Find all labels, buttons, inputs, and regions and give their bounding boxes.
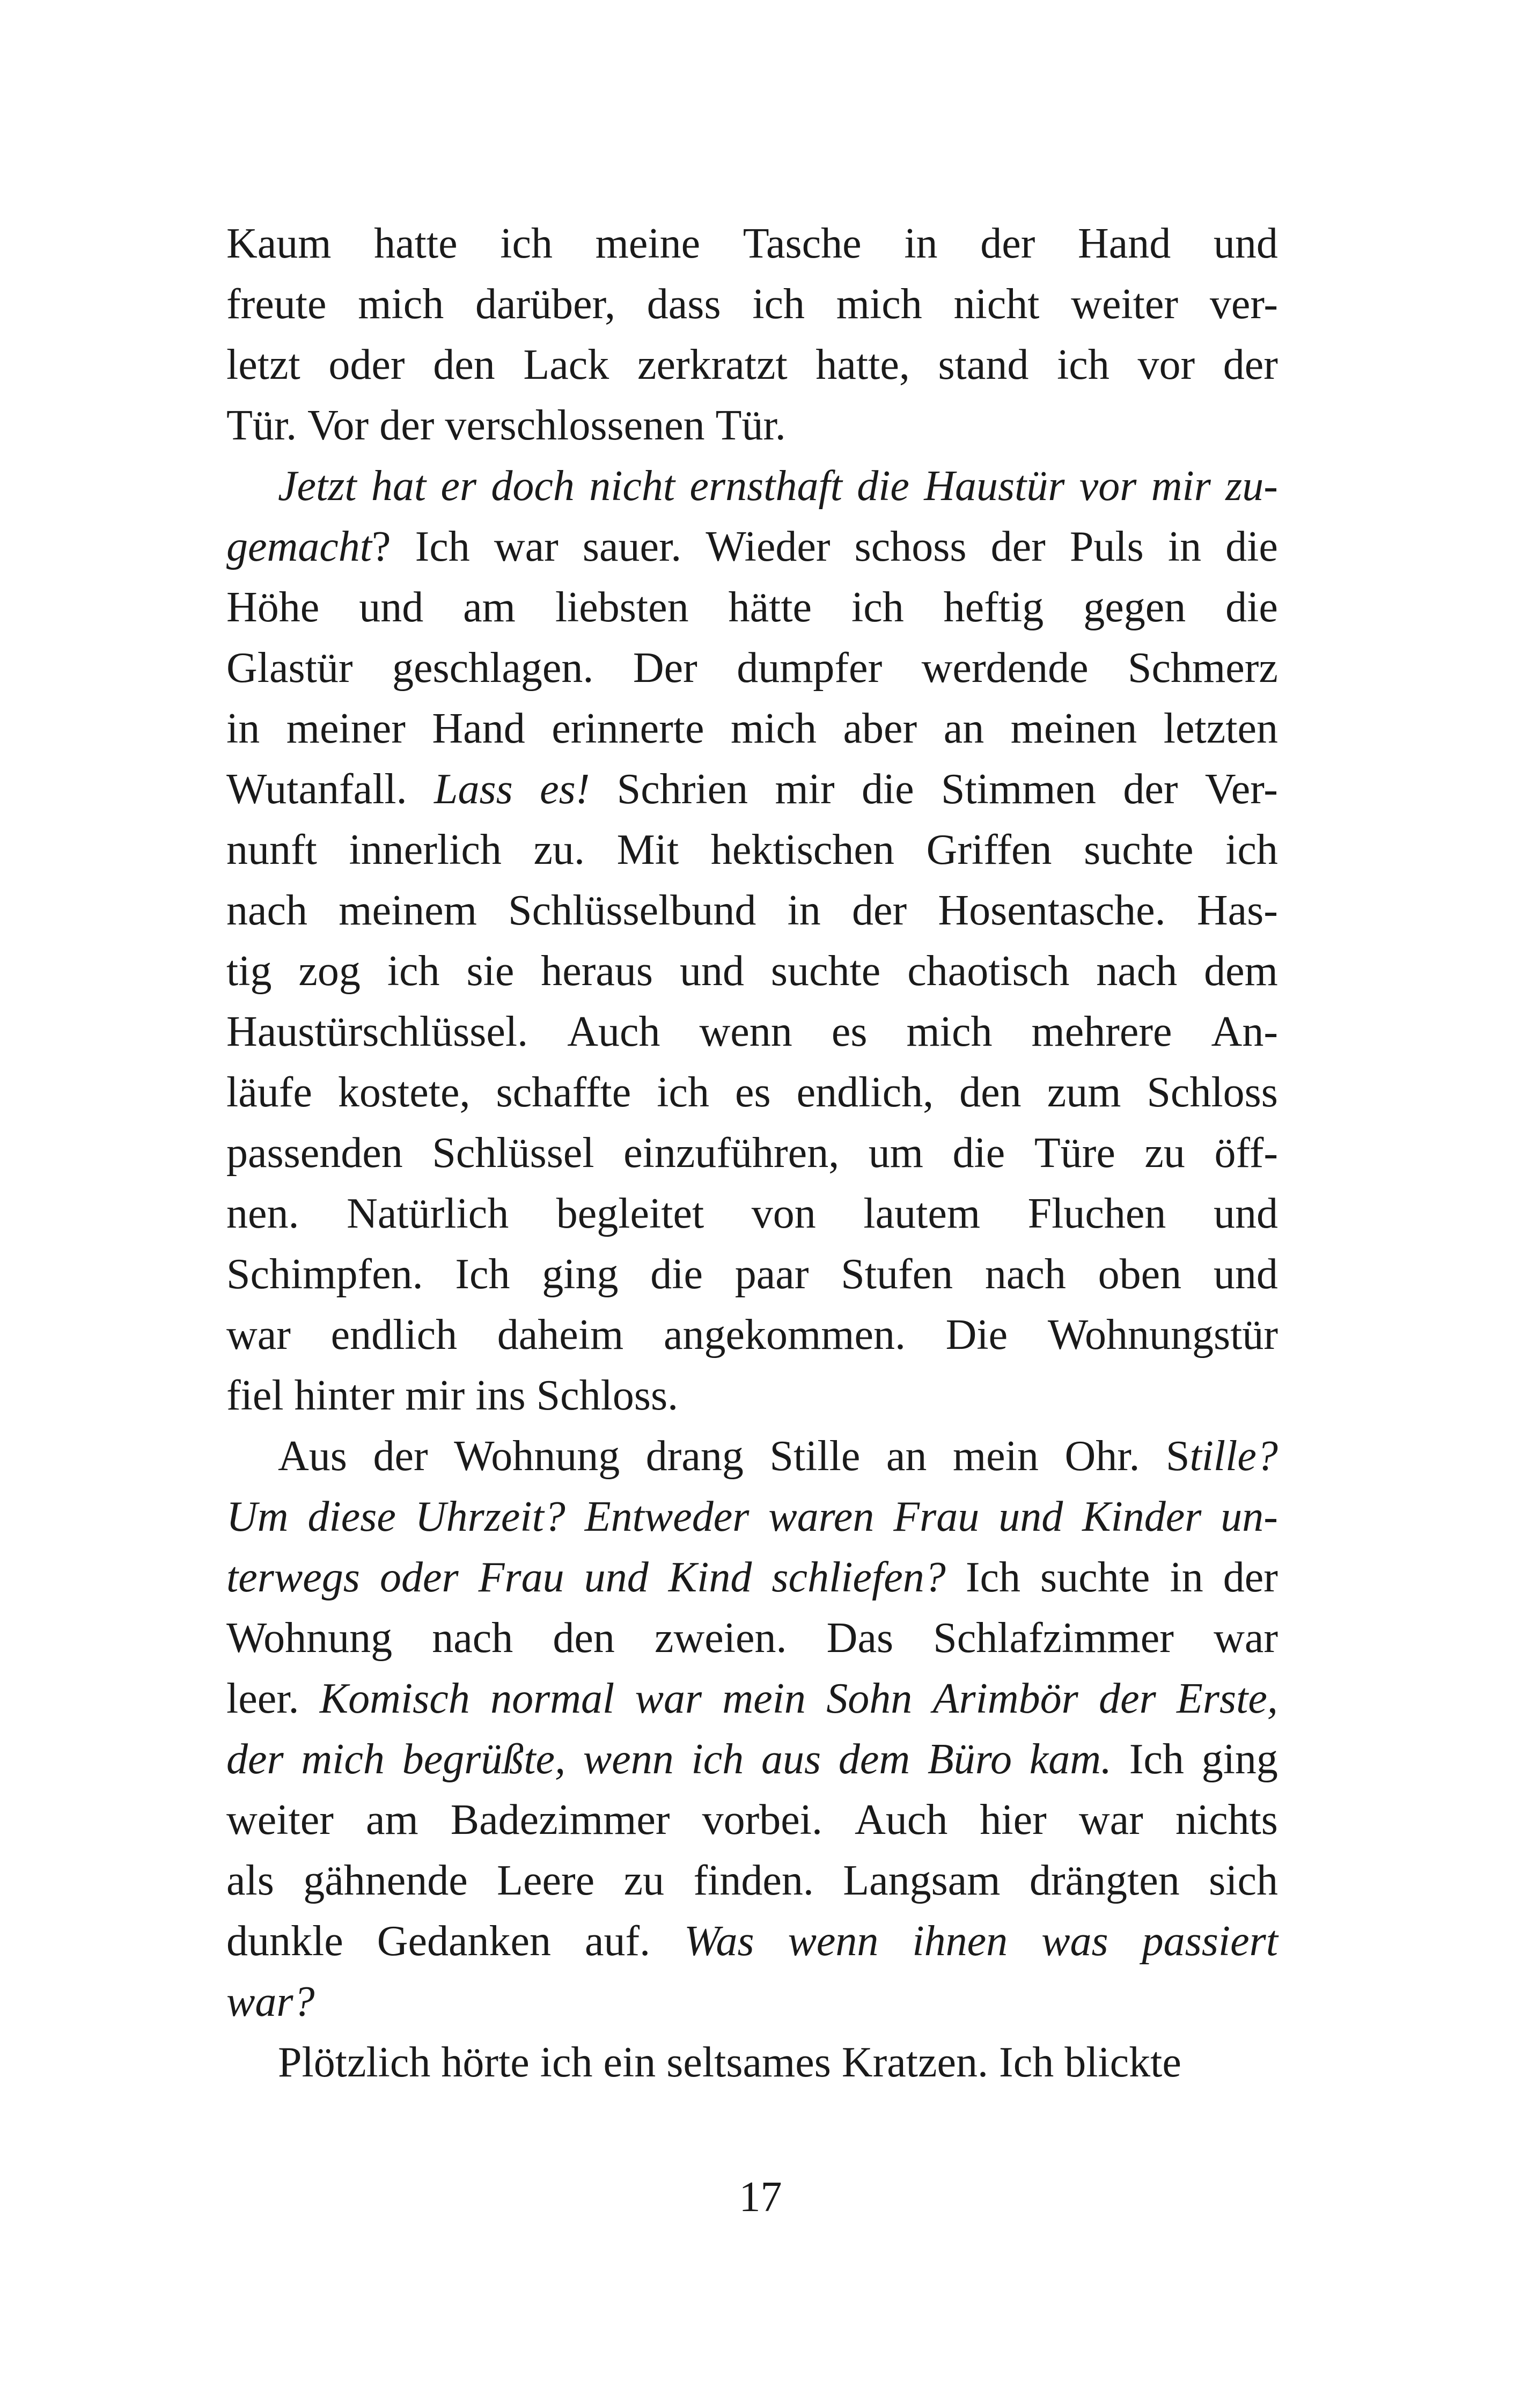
word: Schmerz xyxy=(1128,644,1278,692)
word: dunkle xyxy=(226,1918,343,1965)
word: normal xyxy=(490,1675,615,1722)
word: hörte xyxy=(441,2039,530,2086)
word: Has- xyxy=(1196,887,1278,934)
word: den xyxy=(959,1069,1022,1116)
word: war xyxy=(226,1311,291,1359)
word: nicht xyxy=(953,281,1040,328)
word: kostete, xyxy=(337,1069,471,1116)
word: Plötzlich xyxy=(278,2039,431,2086)
word: und xyxy=(1213,220,1278,267)
word: Stille xyxy=(769,1433,861,1480)
word: Ich xyxy=(965,1554,1020,1601)
word: ver- xyxy=(1209,281,1278,328)
word: oben xyxy=(1098,1251,1182,1298)
text-line xyxy=(226,1911,1278,1972)
word: fiel xyxy=(226,1372,284,1419)
word: meine xyxy=(595,220,701,267)
word: Die xyxy=(945,1311,1008,1359)
word: Lack xyxy=(523,341,609,388)
word: ich xyxy=(387,948,440,995)
word: Arimbör xyxy=(932,1675,1078,1722)
word: heraus xyxy=(541,948,653,995)
word: Vor xyxy=(307,402,369,449)
word: einzuführen, xyxy=(623,1129,840,1177)
word: Kaum xyxy=(226,220,332,267)
word: mein xyxy=(722,1675,806,1722)
word: wenn xyxy=(583,1736,674,1783)
word: nach xyxy=(432,1614,513,1662)
text-line xyxy=(226,214,1278,274)
word: zu xyxy=(623,1857,665,1904)
word: ich xyxy=(540,2039,593,2086)
word: die xyxy=(857,462,909,510)
text-line xyxy=(226,1002,1278,1062)
word: der xyxy=(1223,1554,1278,1601)
word: nach xyxy=(1096,948,1178,995)
text-line xyxy=(226,759,1278,820)
word: seltsames xyxy=(666,2039,831,2086)
word: zerkratzt xyxy=(637,341,788,388)
word: auf. xyxy=(585,1918,651,1965)
word: drängten xyxy=(1029,1857,1180,1904)
word: Griffen xyxy=(926,826,1052,873)
word: nach xyxy=(226,887,308,934)
word: mich xyxy=(358,281,444,328)
word: sauer. xyxy=(582,523,682,570)
word: Kratzen. xyxy=(841,2039,989,2086)
word: war xyxy=(494,523,559,570)
text-line xyxy=(226,699,1278,759)
word: es! xyxy=(540,766,590,813)
word: ernsthaft xyxy=(689,462,842,510)
word: Puls xyxy=(1069,523,1144,570)
word: Kind xyxy=(668,1554,752,1601)
text-line xyxy=(226,1547,1278,1608)
word: Wutanfall. xyxy=(226,766,407,813)
word: Wohnungstür xyxy=(1047,1311,1278,1359)
word: nunft xyxy=(226,826,317,873)
word: sie xyxy=(466,948,515,995)
word: werdende xyxy=(921,644,1089,692)
word: Stufen xyxy=(841,1251,953,1298)
text-line xyxy=(226,1365,1278,1426)
word: paar xyxy=(734,1251,809,1298)
word: meinen xyxy=(1010,705,1137,752)
word: Schloss. xyxy=(536,1372,679,1419)
word: mich xyxy=(301,1736,385,1783)
word: suchte xyxy=(1040,1554,1150,1601)
word: aber xyxy=(843,705,917,752)
word: Langsam xyxy=(843,1857,1001,1904)
word: dem xyxy=(1204,948,1278,995)
word: Türe xyxy=(1034,1129,1115,1177)
word: der xyxy=(990,523,1046,570)
text-line xyxy=(226,2032,1278,2093)
text-line xyxy=(226,335,1278,395)
word: Der xyxy=(633,644,697,692)
word: was xyxy=(1041,1918,1108,1965)
word: oder xyxy=(379,1554,459,1601)
word: verschlossenen xyxy=(445,402,705,449)
word: und xyxy=(1213,1190,1278,1237)
word: er xyxy=(440,462,477,510)
word: Wohnung xyxy=(226,1614,393,1662)
word: Hosentasche. xyxy=(938,887,1166,934)
word: Schrien xyxy=(616,766,748,813)
word: hatte, xyxy=(815,341,910,388)
word: den xyxy=(553,1614,615,1662)
text-line xyxy=(226,1790,1278,1851)
word: mir xyxy=(775,766,835,813)
word: Jetzt xyxy=(278,462,357,510)
word: dem xyxy=(838,1736,910,1783)
word: Höhe xyxy=(226,584,320,631)
word: hat xyxy=(371,462,427,510)
word: hinter xyxy=(294,1372,395,1419)
word: und xyxy=(584,1554,649,1601)
word: dass xyxy=(646,281,721,328)
word: zum xyxy=(1047,1069,1121,1116)
word: Ver- xyxy=(1204,766,1278,813)
word: ich xyxy=(1225,826,1278,873)
word: doch xyxy=(491,462,575,510)
text-line xyxy=(226,1426,1278,1487)
word: die xyxy=(952,1129,1005,1177)
word: am xyxy=(463,584,516,631)
word: Hand xyxy=(432,705,525,752)
word: gemacht? xyxy=(226,523,391,570)
word: Aus xyxy=(278,1433,347,1480)
word: in xyxy=(787,887,821,934)
word: die xyxy=(1225,584,1278,631)
word: zu. xyxy=(533,826,585,873)
word: ein xyxy=(603,2039,656,2086)
text-line xyxy=(226,395,1278,456)
text-line xyxy=(226,941,1278,1002)
word: mich xyxy=(836,281,922,328)
word: der xyxy=(1099,1675,1156,1722)
word: der xyxy=(852,887,907,934)
word: an xyxy=(943,705,984,752)
word: Schimpfen. xyxy=(226,1251,423,1298)
word: um xyxy=(868,1129,923,1177)
word: An- xyxy=(1211,1008,1278,1055)
word: war? xyxy=(226,1978,315,2025)
word: nichts xyxy=(1175,1796,1278,1844)
text-line xyxy=(226,1123,1278,1184)
word: zu- xyxy=(1225,462,1278,510)
word: Badezimmer xyxy=(450,1796,670,1844)
word: in xyxy=(1170,1554,1203,1601)
word: kam. xyxy=(1029,1736,1112,1783)
word: hektischen xyxy=(710,826,894,873)
word: vor xyxy=(1137,341,1195,388)
word: Büro xyxy=(927,1736,1012,1783)
word: als xyxy=(226,1857,274,1904)
text-line xyxy=(226,1729,1278,1790)
page-number: 17 xyxy=(739,2174,782,2221)
word: Ohr. xyxy=(1064,1433,1140,1480)
word: geschlagen. xyxy=(392,644,594,692)
word: Mit xyxy=(616,826,679,873)
word: an xyxy=(886,1433,927,1480)
word: öff- xyxy=(1214,1129,1278,1177)
word: der xyxy=(1223,341,1278,388)
word: wenn xyxy=(699,1008,792,1055)
word: waren xyxy=(768,1493,875,1540)
word: letzten xyxy=(1163,705,1278,752)
word: gegen xyxy=(1083,584,1186,631)
text-line xyxy=(226,517,1278,577)
word: endlich xyxy=(330,1311,458,1359)
word: endlich, xyxy=(796,1069,934,1116)
word: den xyxy=(433,341,495,388)
word: Auch xyxy=(567,1008,660,1055)
word: hatte xyxy=(374,220,458,267)
text-line xyxy=(226,820,1278,880)
word: Ich xyxy=(1129,1736,1184,1783)
word: letzt xyxy=(226,341,300,388)
word: Kinder xyxy=(1082,1493,1202,1540)
word: schliefen? xyxy=(771,1554,946,1601)
word: weiter xyxy=(226,1796,334,1844)
text-line xyxy=(226,1062,1278,1123)
word: daheim xyxy=(497,1311,624,1359)
word: erinnerte xyxy=(552,705,704,752)
body-text xyxy=(226,214,1278,2093)
word: wenn xyxy=(788,1918,879,1965)
word: ich xyxy=(851,584,904,631)
word: blickte xyxy=(1064,2039,1181,2086)
word: lautem xyxy=(863,1190,981,1237)
word: terwegs xyxy=(226,1554,360,1601)
word: in xyxy=(904,220,938,267)
text-line xyxy=(226,577,1278,638)
word: Hand xyxy=(1078,220,1171,267)
word: und xyxy=(359,584,424,631)
word: meinem xyxy=(339,887,477,934)
word: und xyxy=(1213,1251,1278,1298)
word: Natürlich xyxy=(347,1190,509,1237)
word: ich xyxy=(657,1069,709,1116)
word: Komisch xyxy=(319,1675,470,1722)
text-line xyxy=(226,880,1278,941)
word: Wieder xyxy=(706,523,831,570)
word: in xyxy=(226,705,260,752)
word: Haustürschlüssel. xyxy=(226,1008,528,1055)
word: oder xyxy=(328,341,405,388)
word: Wohnung xyxy=(454,1433,620,1480)
word: suchte xyxy=(770,948,881,995)
word: Haustür xyxy=(924,462,1065,510)
word: heftig xyxy=(943,584,1044,631)
word: am xyxy=(365,1796,418,1844)
word: Glastür xyxy=(226,644,353,692)
word: weiter xyxy=(1071,281,1179,328)
word: stand xyxy=(938,341,1029,388)
word: nen. xyxy=(226,1190,299,1237)
word: chaotisch xyxy=(907,948,1070,995)
word: mir xyxy=(405,1372,465,1419)
word: mich xyxy=(731,705,817,752)
word: Uhrzeit? xyxy=(415,1493,565,1540)
word: Ich xyxy=(455,1251,510,1298)
text-line xyxy=(226,1184,1278,1244)
word: drang xyxy=(645,1433,744,1480)
word: Ich xyxy=(999,2039,1054,2086)
word: innerlich xyxy=(349,826,502,873)
word: die xyxy=(650,1251,703,1298)
word: es xyxy=(831,1008,868,1055)
word: Schlafzimmer xyxy=(933,1614,1174,1662)
text-line xyxy=(226,1851,1278,1911)
text-line xyxy=(226,274,1278,335)
word: zog xyxy=(298,948,361,995)
text-line xyxy=(226,456,1278,517)
word: in xyxy=(1167,523,1202,570)
word: dumpfer xyxy=(737,644,883,692)
text-line xyxy=(226,1305,1278,1365)
word: suchte xyxy=(1084,826,1194,873)
word: Um xyxy=(226,1493,289,1540)
word: nicht xyxy=(589,462,675,510)
word: der xyxy=(373,1433,428,1480)
word: Schlüssel xyxy=(432,1129,594,1177)
word: Tür. xyxy=(226,402,297,449)
word: läufe xyxy=(226,1069,312,1116)
word: finden. xyxy=(693,1857,814,1904)
word: ihnen xyxy=(912,1918,1008,1965)
word: mich xyxy=(906,1008,993,1055)
word: der xyxy=(1123,766,1178,813)
word: sich xyxy=(1209,1857,1278,1904)
word: tig xyxy=(226,948,272,995)
word: war xyxy=(635,1675,702,1722)
word: zu xyxy=(1144,1129,1185,1177)
word: Fluchen xyxy=(1027,1190,1166,1237)
word: ich xyxy=(691,1736,744,1783)
word: der xyxy=(379,402,435,449)
word: Stimmen xyxy=(941,766,1096,813)
word: war xyxy=(1078,1796,1143,1844)
word: un- xyxy=(1221,1493,1278,1540)
word: schoss xyxy=(854,523,967,570)
word: und xyxy=(679,948,744,995)
word: mir xyxy=(1151,462,1211,510)
word: aus xyxy=(761,1736,821,1783)
word: Erste, xyxy=(1177,1675,1278,1722)
text-line xyxy=(226,1487,1278,1547)
word: und xyxy=(998,1493,1063,1540)
word: Was xyxy=(684,1918,754,1965)
word: meiner xyxy=(286,705,406,752)
word: von xyxy=(751,1190,816,1237)
word: ich xyxy=(500,220,553,267)
word: Das xyxy=(826,1614,894,1662)
word: begrüßte, xyxy=(402,1736,566,1783)
word: passenden xyxy=(226,1129,403,1177)
word: zweien. xyxy=(655,1614,787,1662)
word: schaffte xyxy=(496,1069,631,1116)
word: der xyxy=(226,1736,284,1783)
word: Leere xyxy=(497,1857,595,1904)
word: Auch xyxy=(855,1796,948,1844)
word: mein xyxy=(952,1433,1039,1480)
text-line xyxy=(226,1669,1278,1729)
word: ging xyxy=(542,1251,619,1298)
word: Sohn xyxy=(826,1675,913,1722)
word: ins xyxy=(475,1372,526,1419)
text-line xyxy=(226,1244,1278,1305)
text-line xyxy=(226,638,1278,699)
word: ich xyxy=(752,281,805,328)
word: nach xyxy=(984,1251,1066,1298)
word: liebsten xyxy=(555,584,689,631)
word: vorbei. xyxy=(702,1796,822,1844)
word: die xyxy=(861,766,914,813)
word: war xyxy=(1214,1614,1278,1662)
word: diese xyxy=(307,1493,396,1540)
word: der xyxy=(980,220,1035,267)
word: leer. xyxy=(226,1675,299,1722)
word: Tasche xyxy=(743,220,862,267)
word: Schloss xyxy=(1147,1069,1278,1116)
word: mehrere xyxy=(1031,1008,1172,1055)
word: freute xyxy=(226,281,327,328)
word: Tür. xyxy=(715,402,786,449)
word: es xyxy=(735,1069,771,1116)
word: Entweder xyxy=(584,1493,750,1540)
word: Stille? xyxy=(1165,1433,1278,1480)
word: passiert xyxy=(1142,1918,1278,1965)
word: Schlüsselbund xyxy=(508,887,756,934)
word: Gedanken xyxy=(377,1918,552,1965)
word: angekommen. xyxy=(663,1311,906,1359)
word: vor xyxy=(1079,462,1137,510)
word: hätte xyxy=(728,584,812,631)
word: ich xyxy=(1057,341,1109,388)
word: Frau xyxy=(478,1554,564,1601)
text-line xyxy=(226,1972,1278,2032)
word: darüber, xyxy=(475,281,616,328)
word: begleitet xyxy=(556,1190,704,1237)
word: hier xyxy=(980,1796,1047,1844)
word: Frau xyxy=(893,1493,980,1540)
text-line xyxy=(226,1608,1278,1669)
word: die xyxy=(1225,523,1278,570)
word: gähnende xyxy=(303,1857,468,1904)
word: Lass xyxy=(434,766,513,813)
word: Ich xyxy=(415,523,470,570)
word: ging xyxy=(1201,1736,1278,1783)
